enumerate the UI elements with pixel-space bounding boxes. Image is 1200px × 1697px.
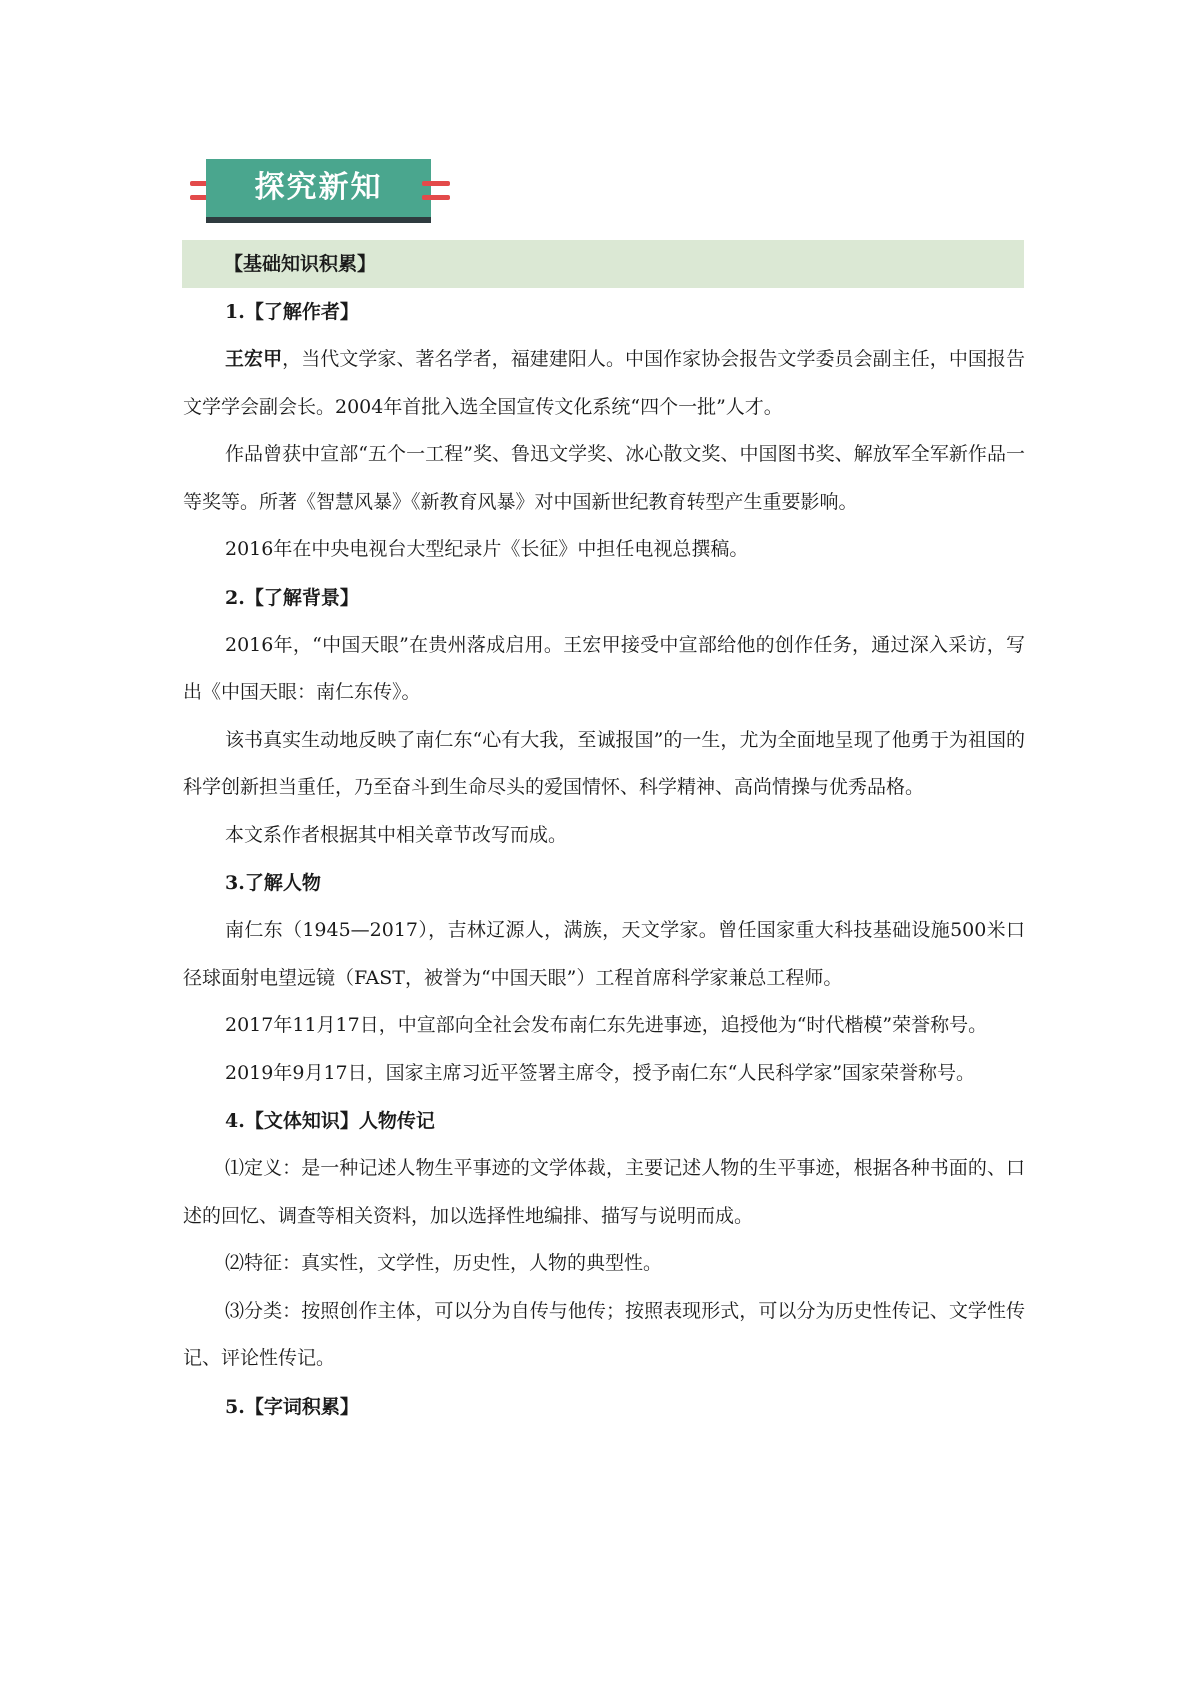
heading-genre: 4.【文体知识】人物传记 (225, 1110, 435, 1132)
heading-background: 2.【了解背景】 (225, 586, 359, 609)
author-paragraph-2: 作品曾获中宣部“五个一工程”奖、鲁迅文学奖、冰心散文奖、中国图书奖、解放军全军新作品一等奖等。所著《智慧风暴》《新教育风暴》对中国新世纪教育转型产生重要影响。 (183, 443, 1025, 513)
background-paragraph-2: 该书真实生动地反映了南仁东“心有大我，至诚报国”的一生，尤为全面地呈现了他勇于为祖国的科学创新担当重任，乃至奋斗到生命尽头的爱国情怀、科学精神、高尚情操与优秀品格。 (183, 728, 1025, 798)
section-title: 【基础知识积累】 (224, 253, 377, 275)
heading-author: 1.【了解作者】 (225, 301, 359, 323)
decor-bar-icon (422, 181, 450, 186)
author-name: 王宏甲 (225, 348, 283, 370)
genre-paragraph-2: ⑵特征：真实性，文学性，历史性，人物的典型性。 (225, 1252, 663, 1274)
section-banner (190, 157, 450, 229)
banner-title: 探究新知 (254, 170, 383, 205)
content-body (183, 288, 1025, 1431)
section-header-bar (182, 240, 1024, 288)
heading-person: 3.了解人物 (225, 872, 321, 894)
background-paragraph-1: 2016年，“中国天眼”在贵州落成启用。王宏甲接受中宣部给他的创作任务，通过深入采访，写出《中国天眼：南仁东传》。 (183, 633, 1025, 703)
genre-paragraph-1: ⑴定义：是一种记述人物生平事迹的文学体裁，主要记述人物的生平事迹，根据各种书面的、口述的回忆、调查等相关资料，加以选择性地编排、描写与说明而成。 (183, 1157, 1025, 1227)
person-paragraph-3: 2019年9月17日，国家主席习近平签署主席令，授予南仁东“人民科学家”国家荣誉称号。 (225, 1061, 976, 1084)
background-paragraph-3: 本文系作者根据其中相关章节改写而成。 (225, 823, 568, 846)
author-paragraph-1 (183, 336, 1025, 431)
decor-bar-icon (422, 195, 450, 200)
author-intro: ，当代文学家、著名学者，福建建阳人。中国作家协会报告文学委员会副主任，中国报告文学学会副会长。2004年首批入选全国宣传文化系统“四个一批”人才。 (183, 348, 1025, 418)
person-paragraph-1: 南仁东（1945—2017），吉林辽源人，满族，天文学家。曾任国家重大科技基础设施500米口径球面射电望远镜（FAST，被誉为“中国天眼”）工程首席科学家兼总工程师。 (183, 919, 1025, 989)
person-paragraph-2: 2017年11月17日，中宣部向全社会发布南仁东先进事迹，追授他为“时代楷模”荣誉称号。 (225, 1014, 988, 1036)
heading-words: 5.【字词积累】 (225, 1395, 359, 1418)
banner-box (206, 159, 431, 223)
genre-paragraph-3: ⑶分类：按照创作主体，可以分为自传与他传；按照表现形式，可以分为历史性传记、文学性传记、评论性传记。 (183, 1299, 1025, 1369)
author-paragraph-3: 2016年在中央电视台大型纪录片《长征》中担任电视总撰稿。 (225, 538, 749, 560)
